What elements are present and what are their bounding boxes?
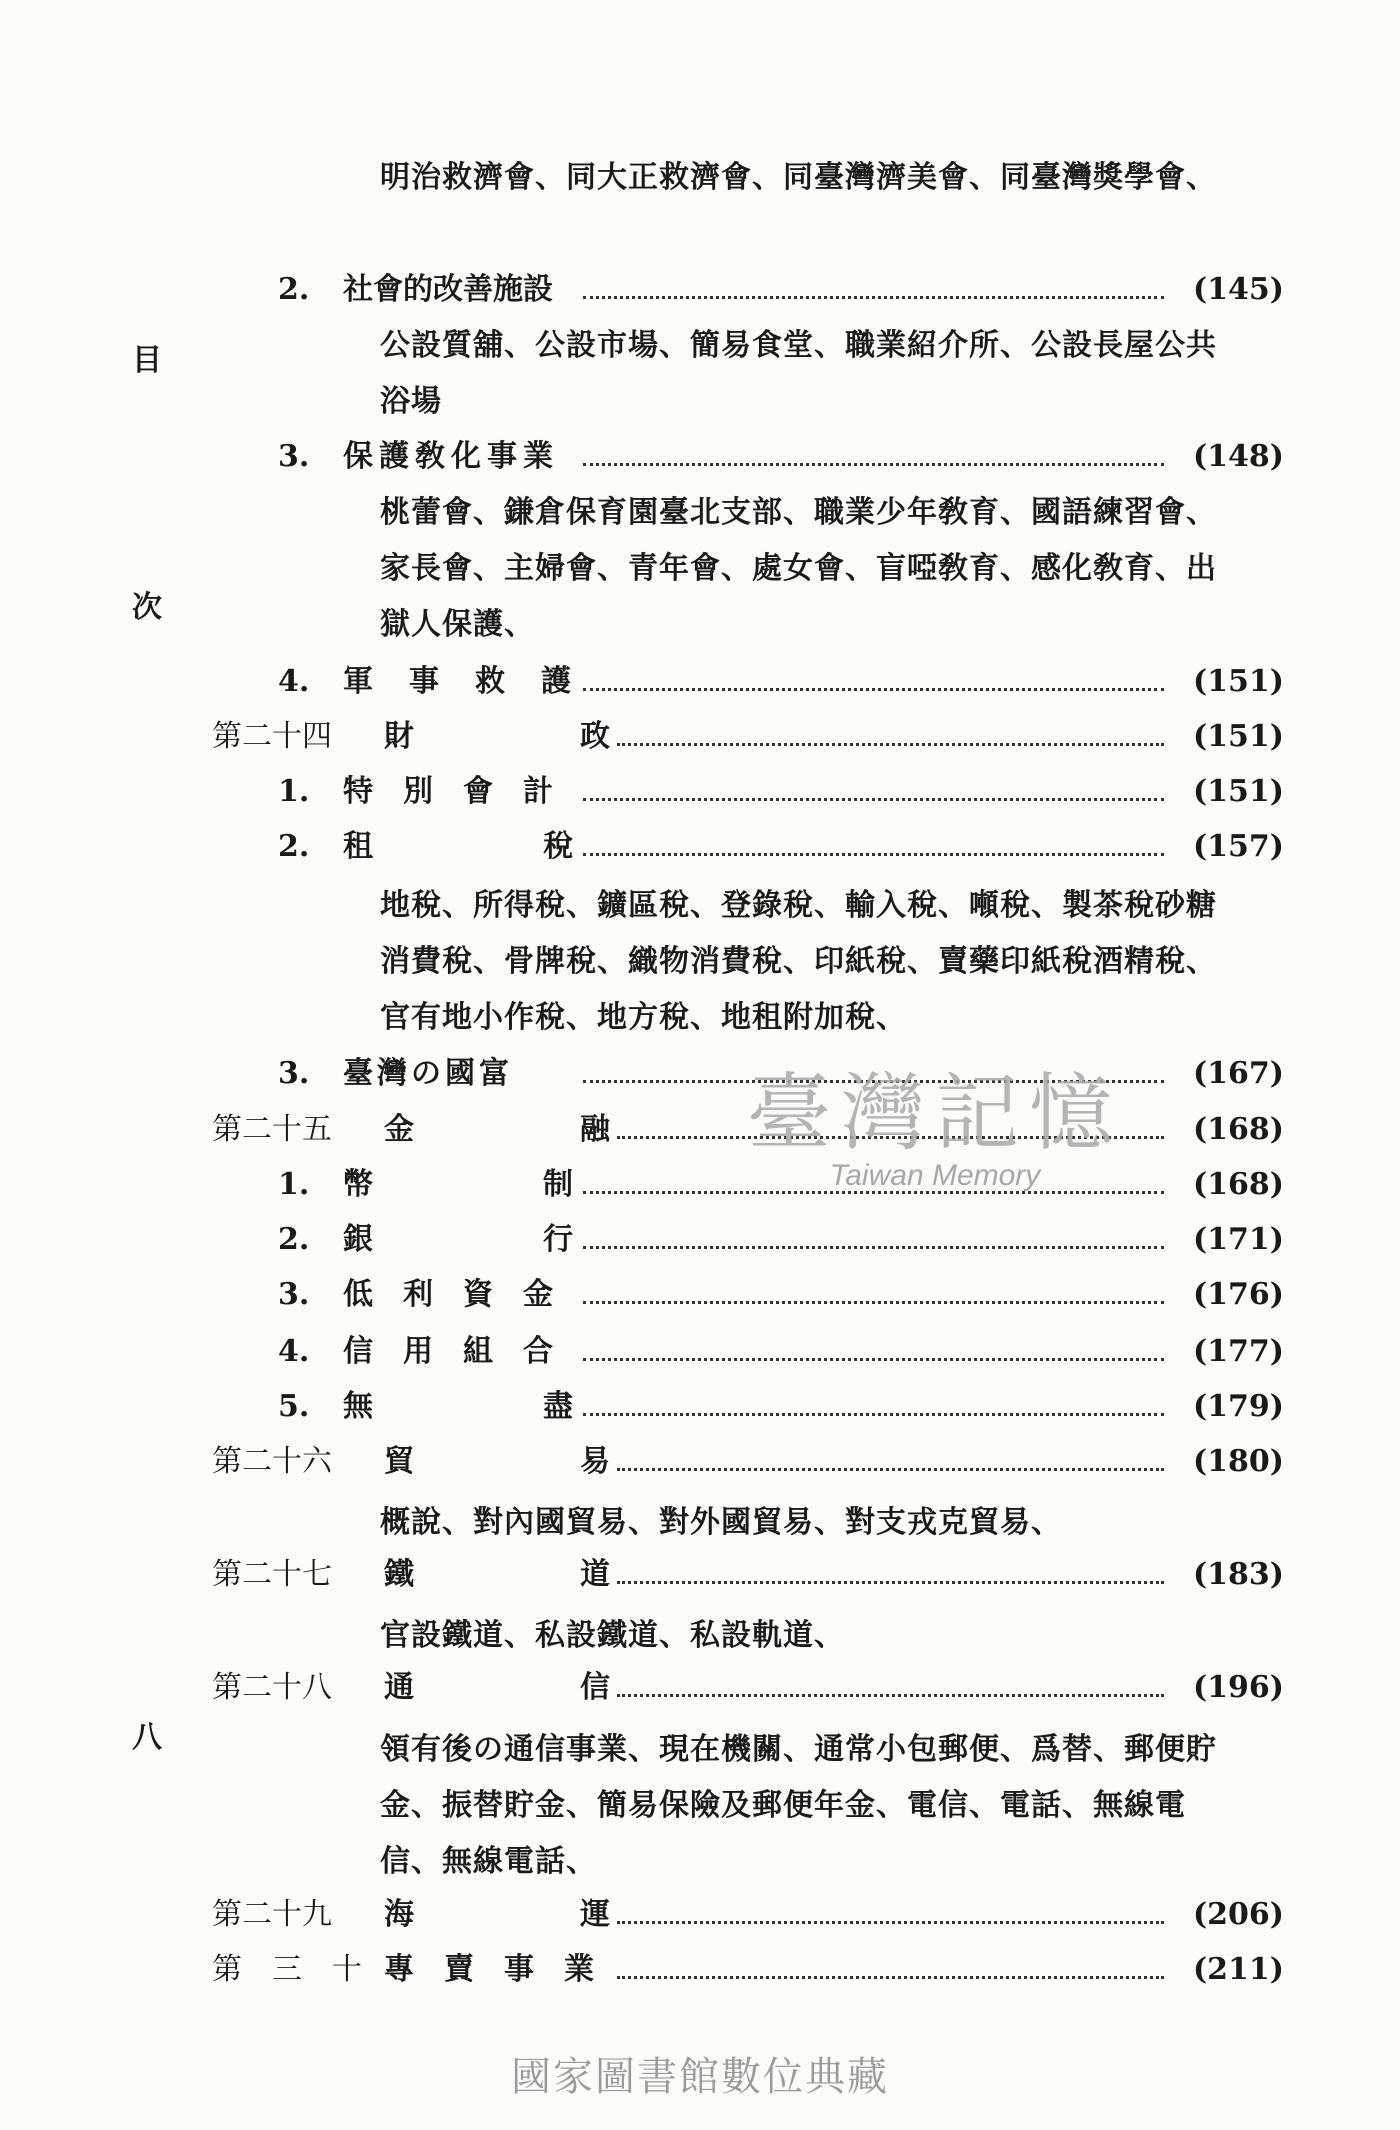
toc-entry[interactable] [278, 1330, 1284, 1374]
leader-dots [617, 1581, 1164, 1584]
entry-subtopics: 領有後の通信事業、現在機關、通常小包郵便、爲替、郵便貯金、振替貯金、簡易保險及郵便年金、電信、電話、無線電信、無線電話、 [380, 1732, 1217, 1879]
entry-page: (171) [1192, 1222, 1284, 1257]
side-label-ci: 次 [132, 590, 162, 625]
leader-dots [583, 463, 1164, 466]
entry-page: (180) [1192, 1444, 1284, 1479]
entry-page: (211) [1192, 1952, 1284, 1987]
title-glyph: 運 [580, 1897, 610, 1932]
chapter-number: 第二十七 [212, 1557, 332, 1592]
title-glyph: 租 [343, 829, 373, 864]
entry-page: (183) [1192, 1557, 1284, 1592]
entry-number: 3. [278, 1056, 310, 1091]
leader-dots [617, 1976, 1164, 1979]
toc-entry[interactable] [278, 1273, 1284, 1317]
title-glyph: 制 [543, 1167, 573, 1202]
title-glyph: 行 [543, 1222, 573, 1257]
entry-number: 4. [278, 1334, 310, 1369]
entry-number: 1. [278, 1167, 310, 1202]
leader-dots [583, 798, 1164, 801]
title-glyph: 融 [580, 1112, 610, 1147]
entry-page: (145) [1192, 272, 1284, 307]
entry-page: (168) [1192, 1112, 1284, 1147]
entry-number: 2. [278, 1222, 310, 1257]
entry-page: (151) [1192, 774, 1284, 809]
title-glyph: 易 [580, 1444, 610, 1479]
entry-page: (151) [1192, 664, 1284, 699]
title-glyph: 海 [384, 1897, 414, 1932]
title-glyph: 銀 [343, 1222, 373, 1257]
chapter-entry[interactable] [212, 1440, 1284, 1484]
entry-page: (179) [1192, 1389, 1284, 1424]
toc-entry[interactable] [278, 825, 1284, 869]
chapter-number: 第二十四 [212, 719, 332, 754]
chapter-number: 第二十八 [212, 1670, 332, 1705]
title-glyph: 鐵 [384, 1557, 414, 1592]
entry-number: 3. [278, 1277, 310, 1312]
toc-entry[interactable] [278, 770, 1284, 814]
entry-number: 3. [278, 439, 310, 474]
leader-dots [617, 1921, 1164, 1924]
entry-page: (177) [1192, 1334, 1284, 1369]
entry-page: (157) [1192, 829, 1284, 864]
side-label-mu: 目 [132, 343, 162, 378]
toc-entry[interactable] [278, 268, 1284, 312]
entry-title: 低利資金 [343, 1277, 583, 1312]
entry-subtopics: 公設質舖、公設市場、簡易食堂、職業紹介所、公設長屋公共浴場 [380, 328, 1217, 419]
entry-number: 2. [278, 272, 310, 307]
toc-entry[interactable] [278, 660, 1284, 704]
entry-subtopics: 概說、對內國貿易、對外國貿易、對支戎克貿易、 [380, 1505, 1062, 1540]
toc-entry[interactable] [278, 435, 1284, 479]
chapter-number: 第三十 [212, 1952, 392, 1987]
entry-page: (168) [1192, 1167, 1284, 1202]
entry-title: 軍事救護 [343, 664, 607, 699]
title-glyph: 無 [343, 1389, 373, 1424]
chapter-number: 第二十五 [212, 1112, 332, 1147]
leader-dots [583, 853, 1164, 856]
title-glyph: 幣 [343, 1167, 373, 1202]
chapter-entry[interactable] [212, 1948, 1284, 1992]
leader-dots [617, 1694, 1164, 1697]
leader-dots [583, 1246, 1164, 1249]
title-glyph: 盡 [543, 1389, 573, 1424]
entry-title: 信用組合 [343, 1334, 583, 1369]
leader-dots [583, 296, 1164, 299]
watermark [710, 1065, 1160, 1191]
leader-dots [583, 688, 1164, 691]
leader-dots [583, 1301, 1164, 1304]
entry-number: 2. [278, 829, 310, 864]
watermark-subtitle: Taiwan Memory [829, 1159, 1041, 1192]
leader-dots [617, 1468, 1164, 1471]
entry-page: (148) [1192, 439, 1284, 474]
chapter-entry[interactable] [212, 715, 1284, 759]
entry-page: (167) [1192, 1056, 1284, 1091]
entry-number: 1. [278, 774, 310, 809]
entry-subtopics: 明治救濟會、同大正救濟會、同臺灣濟美會、同臺灣獎學會、 [380, 160, 1217, 195]
title-glyph: 政 [580, 719, 610, 754]
watermark-title: 臺灣記憶 [746, 1064, 1123, 1162]
leader-dots [583, 1413, 1164, 1416]
entry-page: (196) [1192, 1670, 1284, 1705]
title-glyph: 道 [580, 1557, 610, 1592]
chapter-entry[interactable] [212, 1893, 1284, 1937]
entry-title: 保護敎化事業 [343, 439, 559, 474]
entry-page: (206) [1192, 1897, 1284, 1932]
entry-subtopics: 桃蕾會、鎌倉保育園臺北支部、職業少年敎育、國語練習會、家長會、主婦會、青年會、處女會、盲啞敎育、感化敎育、出獄人保護、 [380, 495, 1217, 642]
title-glyph: 稅 [543, 829, 573, 864]
title-glyph: 財 [384, 719, 414, 754]
entry-page: (176) [1192, 1277, 1284, 1312]
entry-subtopics: 地稅、所得稅、鑛區稅、登錄稅、輸入稅、噸稅、製茶稅砂糖消費稅、骨牌稅、織物消費稅、印紙稅、賣藥印紙稅酒精稅、官有地小作稅、地方稅、地租附加稅、 [380, 888, 1217, 1035]
title-glyph: 通 [384, 1670, 414, 1705]
footer-caption: 國家圖書館數位典藏 [511, 2055, 889, 2099]
title-glyph: 金 [384, 1112, 414, 1147]
entry-title: 臺灣の國富 [343, 1056, 513, 1091]
leader-dots [617, 743, 1164, 746]
entry-page: (151) [1192, 719, 1284, 754]
chapter-title: 專賣事業 [384, 1952, 624, 1987]
chapter-entry[interactable] [212, 1553, 1284, 1597]
entry-title: 社會的改善施設 [343, 272, 553, 307]
side-label-page-number: 八 [132, 1720, 162, 1755]
entry-title: 特別會計 [343, 774, 583, 809]
entry-number: 5. [278, 1389, 310, 1424]
title-glyph: 貿 [384, 1444, 414, 1479]
toc-entry[interactable] [278, 1385, 1284, 1429]
title-glyph: 信 [580, 1670, 610, 1705]
entry-subtopics: 官設鐵道、私設鐵道、私設軌道、 [380, 1618, 845, 1653]
entry-number: 4. [278, 664, 310, 699]
chapter-number: 第二十六 [212, 1444, 332, 1479]
toc-entry[interactable] [278, 1218, 1284, 1262]
chapter-entry[interactable] [212, 1666, 1284, 1710]
leader-dots [583, 1358, 1164, 1361]
chapter-number: 第二十九 [212, 1897, 332, 1932]
